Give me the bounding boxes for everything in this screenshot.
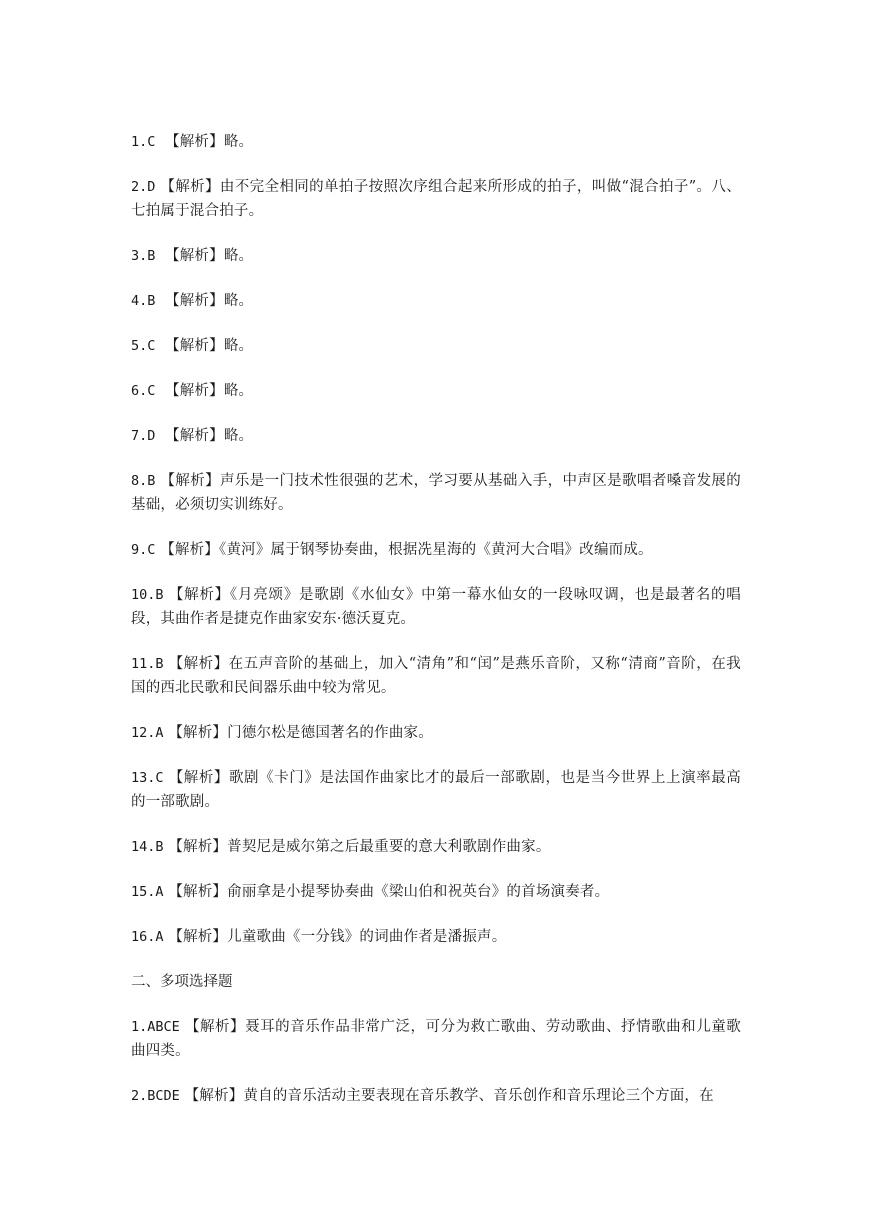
answer-number: 2.D [131,179,156,195]
answer-number: 1.ABCE [131,1019,180,1035]
answer-explanation: 【解析】略。 [165,383,254,399]
section-title: 二、多项选择题 [131,974,233,990]
answer-item-14 [131,835,741,859]
answer-explanation: 【解析】略。 [165,428,254,444]
answer-item-13 [131,766,741,814]
answer-explanation: 【解析】歌剧《卡门》是法国作曲家比才的最后一部歌剧，也是当今世界上上演率最高的一部歌剧。 [131,770,741,810]
answer-item-8 [131,469,741,517]
answer-number: 11.B [131,656,164,672]
answer-number: 10.B [131,587,164,603]
answer-explanation: 【解析】门德尔松是德国著名的作曲家。 [168,725,433,741]
answer-explanation: 【解析】在五声音阶的基础上，加入“清角”和“闰”是燕乐音阶，又称“清商”音阶，在我国的西北民歌和民间器乐曲中较为常见。 [131,656,741,696]
answer-explanation: 【解析】声乐是一门技术性很强的艺术，学习要从基础入手，中声区是歌唱者嗓音发展的基础，必须切实训练好。 [131,473,742,513]
answer-explanation: 【解析】普契尼是威尔第之后最重要的意大利歌剧作曲家。 [168,839,551,855]
answer-number: 7.D [131,428,156,444]
answer-item-10 [131,583,741,631]
answer-number: 3.B [131,248,156,264]
answer-item-15 [131,880,741,904]
answer-explanation: 【解析】儿童歌曲《一分钱》的词曲作者是潘振声。 [168,929,507,945]
answer-explanation: 【解析】略。 [165,293,254,309]
answer-item-7 [131,424,741,448]
answer-number: 2.BCDE [131,1088,180,1104]
answer-number: 8.B [131,473,156,489]
answer-item-2 [131,175,741,223]
answer-item-9 [131,538,741,562]
answer-explanation: 【解析】黄自的音乐活动主要表现在音乐教学、音乐创作和音乐理论三个方面，在 [184,1088,714,1104]
answer-item-5 [131,334,741,358]
answer-explanation: 【解析】略。 [165,248,254,264]
answer-item-3 [131,244,741,268]
answer-explanation: 【解析】俞丽拿是小提琴协奏曲《梁山伯和祝英台》的首场演奏者。 [168,884,610,900]
answer-number: 13.C [131,770,164,786]
answer-item-multi-2 [131,1084,741,1108]
document-page [131,130,741,1129]
answer-explanation: 【解析】由不完全相同的单拍子按照次序组合起来所形成的拍子，叫做“混合拍子”。八、七拍属于混合拍子。 [131,179,741,219]
answer-item-1 [131,130,741,154]
answer-number: 15.A [131,884,164,900]
answer-item-12 [131,721,741,745]
answer-number: 9.C [131,542,156,558]
answer-number: 16.A [131,929,164,945]
answer-item-6 [131,379,741,403]
answer-item-multi-1 [131,1015,741,1063]
answer-item-16 [131,925,741,949]
answer-number: 12.A [131,725,164,741]
answer-explanation: 【解析】聂耳的音乐作品非常广泛，可分为救亡歌曲、劳动歌曲、抒情歌曲和儿童歌曲四类。 [131,1019,741,1059]
answer-number: 1.C [131,134,156,150]
answer-number: 4.B [131,293,156,309]
answer-explanation: 【解析】略。 [165,338,254,354]
answer-explanation: 【解析】略。 [165,134,254,150]
answer-number: 14.B [131,839,164,855]
answer-explanation: 【解析】《月亮颂》是歌剧《水仙女》中第一幕水仙女的一段咏叹调，也是最著名的唱段，其曲作者是捷克作曲家安东·德沃夏克。 [131,587,741,627]
answer-item-11 [131,652,741,700]
answer-number: 5.C [131,338,156,354]
answer-number: 6.C [131,383,156,399]
answer-explanation: 【解析】《黄河》属于钢琴协奏曲，根据冼星海的《黄河大合唱》改编而成。 [160,542,653,558]
answer-item-4 [131,289,741,313]
